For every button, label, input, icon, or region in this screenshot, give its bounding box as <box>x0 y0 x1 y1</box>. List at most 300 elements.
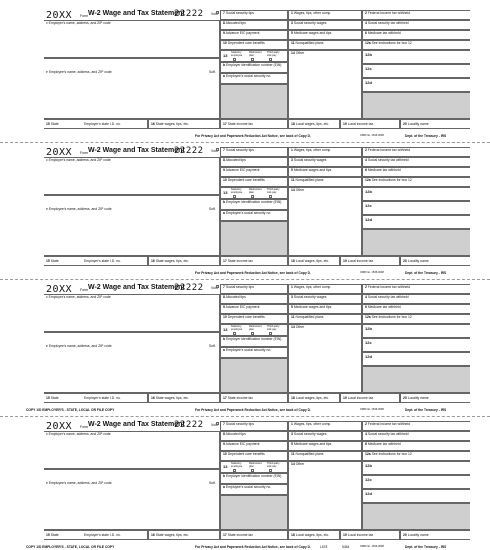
box-8-num: 8 <box>223 432 225 436</box>
box-16-num: 16 <box>151 533 155 537</box>
box-11-num: 11 <box>291 41 295 45</box>
box-8[interactable] <box>220 431 288 441</box>
box-12d[interactable] <box>362 352 470 366</box>
box-19[interactable] <box>340 393 400 403</box>
box-15-label: State <box>50 396 59 400</box>
box-20[interactable] <box>400 530 470 540</box>
box-9-label: Advance EIC payment <box>225 168 260 172</box>
shaded-area-right <box>362 229 470 256</box>
box-11[interactable] <box>288 40 362 50</box>
box-13-num: 13 <box>223 53 228 58</box>
box-5-num: 5 <box>291 168 293 172</box>
box-12d[interactable] <box>362 78 470 92</box>
shaded-area <box>220 221 288 256</box>
box-10[interactable] <box>220 314 288 324</box>
box-19-num: 19 <box>343 533 347 537</box>
box-2-num: 2 <box>365 422 367 426</box>
box-4[interactable] <box>362 431 470 441</box>
statutory-checkbox[interactable] <box>233 469 236 472</box>
box-4-label: Social security tax withheld <box>367 158 409 162</box>
box-17[interactable] <box>220 393 288 403</box>
box-12d[interactable] <box>362 215 470 229</box>
box-2-num: 2 <box>365 285 367 289</box>
box-10-num: 10 <box>223 452 227 456</box>
employee-name-box[interactable] <box>44 332 220 393</box>
box-12b-num: 12b <box>365 463 372 468</box>
box-1-label: Wages, tips, other comp. <box>293 285 332 289</box>
box-12a-num: 12a <box>365 41 371 45</box>
box-15[interactable] <box>44 393 148 403</box>
void-checkbox[interactable] <box>216 285 219 288</box>
box-12c[interactable] <box>362 64 470 78</box>
sickpay-checkbox[interactable] <box>269 332 272 335</box>
employer-name-box[interactable] <box>44 294 220 332</box>
box-2-num: 2 <box>365 11 367 15</box>
box-19-label: Local income tax <box>347 122 374 126</box>
box-20-label: Locality name <box>407 396 429 400</box>
box-4-num: 4 <box>365 158 367 162</box>
form-title: W-2 Wage and Tax Statement <box>88 147 185 154</box>
box-4[interactable] <box>362 157 470 167</box>
box-13[interactable] <box>220 324 288 336</box>
box-6[interactable] <box>362 30 470 40</box>
box-7-num: 7 <box>223 285 225 289</box>
box-6-label: Medicare tax withheld <box>367 305 401 309</box>
form-title: W-2 Wage and Tax Statement <box>88 10 185 17</box>
box-14-label: Other <box>295 462 305 466</box>
box-4[interactable] <box>362 20 470 30</box>
box-12a[interactable] <box>362 314 470 324</box>
box-15-num: 15 <box>46 122 50 126</box>
box-18[interactable] <box>288 393 340 403</box>
box-1[interactable] <box>288 10 362 20</box>
box-13[interactable] <box>220 461 288 473</box>
box-17-num: 17 <box>223 259 227 263</box>
box-7[interactable] <box>220 147 288 157</box>
box-3-num: 3 <box>291 432 293 436</box>
box-12c[interactable] <box>362 475 470 489</box>
box-a-ssn[interactable] <box>220 73 288 84</box>
box-17-label: State income tax <box>227 122 253 126</box>
box-1-num: 1 <box>291 285 293 289</box>
box-8[interactable] <box>220 157 288 167</box>
box-4-num: 4 <box>365 432 367 436</box>
box-7[interactable] <box>220 10 288 20</box>
box-3-label: Social security wages <box>293 21 327 25</box>
retirement-checkbox[interactable] <box>251 195 254 198</box>
box-1-label: Wages, tips, other comp. <box>293 148 332 152</box>
box-12a-num: 12a <box>365 178 371 182</box>
form-label: Form <box>80 151 89 155</box>
statutory-checkbox[interactable] <box>233 332 236 335</box>
void-label: Void <box>211 149 218 153</box>
sickpay-checkbox[interactable] <box>269 469 272 472</box>
box-a-ssn[interactable] <box>220 210 288 221</box>
void-checkbox[interactable] <box>216 422 219 425</box>
form-footer <box>20 134 470 139</box>
box-3[interactable] <box>288 157 362 167</box>
box-6-num: 6 <box>365 168 367 172</box>
box-13-retirement-label: Retirement plan <box>249 188 262 194</box>
box-3-num: 3 <box>291 295 293 299</box>
ssn-label: Employee's social security no. <box>225 485 272 489</box>
shaded-area-right <box>362 92 470 119</box>
box-20-num: 20 <box>403 533 407 537</box>
box-15-num: 15 <box>46 396 50 400</box>
box-14-label: Other <box>295 325 305 329</box>
ein-label: Employer identification number (EIN) <box>226 200 282 204</box>
box-15-label: State <box>50 122 59 126</box>
box-8-num: 8 <box>223 158 225 162</box>
box-7-label: Social security tips <box>225 422 254 426</box>
employer-name-label: c Employer's name, address, and ZIP code <box>46 158 111 162</box>
box-3[interactable] <box>288 20 362 30</box>
box-15[interactable] <box>44 256 148 266</box>
statutory-checkbox[interactable] <box>233 195 236 198</box>
box-6-label: Medicare tax withheld <box>367 442 401 446</box>
box-6[interactable] <box>362 441 470 451</box>
box-1-label: Wages, tips, other comp. <box>293 422 332 426</box>
box-a-ssn[interactable] <box>220 347 288 358</box>
box-12a-label: See instructions for box 12 <box>371 178 412 182</box>
box-4-label: Social security tax withheld <box>367 21 409 25</box>
box-2-label: Federal income tax withheld <box>367 148 411 152</box>
box-8-num: 8 <box>223 21 225 25</box>
box-10-num: 10 <box>223 178 227 182</box>
box-16[interactable] <box>148 530 220 540</box>
w2-form <box>20 145 470 275</box>
box-15[interactable] <box>44 119 148 129</box>
box-16-label: State wages, tips, etc. <box>155 396 189 400</box>
box-12b-num: 12b <box>365 52 372 57</box>
box-18[interactable] <box>288 530 340 540</box>
box-12d-num: 12d <box>365 491 372 496</box>
form-label: Form <box>80 425 89 429</box>
box-17-label: State income tax <box>227 259 253 263</box>
employee-name-box[interactable] <box>44 469 220 530</box>
box-12c[interactable] <box>362 338 470 352</box>
box-17[interactable] <box>220 530 288 540</box>
box-1[interactable] <box>288 147 362 157</box>
void-label: Void <box>211 12 218 16</box>
box-12b[interactable] <box>362 461 470 475</box>
retirement-checkbox[interactable] <box>251 469 254 472</box>
box-13-statutory-label: Statutory employee <box>231 462 243 468</box>
box-20[interactable] <box>400 119 470 129</box>
box-11[interactable] <box>288 451 362 461</box>
omb-number: OMB No. 1545-0008 <box>360 545 384 548</box>
box-13-statutory-label: Statutory employee <box>231 325 243 331</box>
box-20[interactable] <box>400 256 470 266</box>
box-2[interactable] <box>362 147 470 157</box>
employer-name-box[interactable] <box>44 157 220 195</box>
box-13[interactable] <box>220 187 288 199</box>
form-code: 22222 <box>174 146 204 156</box>
box-13-num: 13 <box>223 464 228 469</box>
employer-name-box[interactable] <box>44 431 220 469</box>
box-13-sickpay-label: Third-party sick pay <box>267 51 280 57</box>
box-2-label: Federal income tax withheld <box>367 422 411 426</box>
box-12b[interactable] <box>362 324 470 338</box>
box-5-label: Medicare wages and tips <box>293 442 332 446</box>
box-3-label: Social security wages <box>293 158 327 162</box>
box-14-num: 14 <box>291 51 295 55</box>
box-12a-num: 12a <box>365 315 371 319</box>
employer-name-box[interactable] <box>44 20 220 58</box>
box-12d-num: 12d <box>365 354 372 359</box>
box-8-num: 8 <box>223 295 225 299</box>
box-1[interactable] <box>288 421 362 431</box>
box-5[interactable] <box>288 30 362 40</box>
box-9-label: Advance EIC payment <box>225 442 260 446</box>
box-17[interactable] <box>220 256 288 266</box>
box-9[interactable] <box>220 441 288 451</box>
box-12c-num: 12c <box>365 340 372 345</box>
perforation-line <box>0 279 490 280</box>
box-12a[interactable] <box>362 451 470 461</box>
box-7[interactable] <box>220 284 288 294</box>
box-5[interactable] <box>288 304 362 314</box>
box-6[interactable] <box>362 167 470 177</box>
box-14[interactable] <box>288 461 362 530</box>
box-12c-num: 12c <box>365 477 372 482</box>
box-3-num: 3 <box>291 158 293 162</box>
perforation-line <box>0 142 490 143</box>
box-10-label: Dependent care benefits <box>227 452 265 456</box>
box-11-label: Nonqualified plans <box>295 452 324 456</box>
box-5-label: Medicare wages and tips <box>293 168 332 172</box>
box-13-sickpay-label: Third-party sick pay <box>267 462 280 468</box>
box-10-num: 10 <box>223 41 227 45</box>
box-1-num: 1 <box>291 422 293 426</box>
box-14[interactable] <box>288 50 362 119</box>
box-4-num: 4 <box>365 295 367 299</box>
box-15b-label: Employer's state I.D. no. <box>84 122 121 126</box>
box-19[interactable] <box>340 256 400 266</box>
box-12a-num: 12a <box>365 452 371 456</box>
box-14-num: 14 <box>291 188 295 192</box>
box-16[interactable] <box>148 119 220 129</box>
w2-form <box>20 419 470 549</box>
box-11[interactable] <box>288 314 362 324</box>
box-18[interactable] <box>288 256 340 266</box>
box-19-num: 19 <box>343 259 347 263</box>
box-16[interactable] <box>148 393 220 403</box>
void-checkbox[interactable] <box>216 148 219 151</box>
form-title: W-2 Wage and Tax Statement <box>88 421 185 428</box>
privacy-notice: For Privacy Act and Paperwork Reduction Act Notice, see back of Copy D. <box>195 545 311 549</box>
box-9-label: Advance EIC payment <box>225 305 260 309</box>
box-19-label: Local income tax <box>347 533 374 537</box>
treasury-dept: Dept. of the Treasury - IRS <box>405 271 447 275</box>
box-12b[interactable] <box>362 187 470 201</box>
box-6[interactable] <box>362 304 470 314</box>
form-label: Form <box>80 288 89 292</box>
box-13-statutory-label: Statutory employee <box>231 188 243 194</box>
employee-name-label: e Employee's name, address, and ZIP code <box>46 344 112 348</box>
box-15b-label: Employer's state I.D. no. <box>84 259 121 263</box>
box-17-label: State income tax <box>227 396 253 400</box>
box-2[interactable] <box>362 284 470 294</box>
box-18-label: Local wages, tips, etc. <box>295 396 330 400</box>
employee-name-box[interactable] <box>44 195 220 256</box>
box-20-num: 20 <box>403 122 407 126</box>
box-2-num: 2 <box>365 148 367 152</box>
box-19-num: 19 <box>343 396 347 400</box>
privacy-notice: For Privacy Act and Paperwork Reduction Act Notice, see back of Copy D. <box>195 271 311 275</box>
form-label: Form <box>80 14 89 18</box>
box-1-num: 1 <box>291 148 293 152</box>
box-18-label: Local wages, tips, etc. <box>295 533 330 537</box>
box-9[interactable] <box>220 30 288 40</box>
footer-code-left: L678 <box>320 545 328 549</box>
box-9[interactable] <box>220 304 288 314</box>
box-15-num: 15 <box>46 533 50 537</box>
box-2[interactable] <box>362 10 470 20</box>
box-13-retirement-label: Retirement plan <box>249 462 262 468</box>
retirement-checkbox[interactable] <box>251 58 254 61</box>
box-19[interactable] <box>340 530 400 540</box>
box-9-num: 9 <box>223 442 225 446</box>
box-9-label: Advance EIC payment <box>225 31 260 35</box>
box-4[interactable] <box>362 294 470 304</box>
box-12a[interactable] <box>362 177 470 187</box>
box-19[interactable] <box>340 119 400 129</box>
box-12d[interactable] <box>362 489 470 503</box>
box-5-num: 5 <box>291 305 293 309</box>
box-a-letter: a <box>223 485 225 489</box>
box-b-ein[interactable] <box>220 336 288 347</box>
box-10[interactable] <box>220 451 288 461</box>
box-7[interactable] <box>220 421 288 431</box>
box-18-num: 18 <box>291 259 295 263</box>
box-15b-label: Employer's state I.D. no. <box>84 533 121 537</box>
box-a-ssn[interactable] <box>220 484 288 495</box>
box-14-label: Other <box>295 188 305 192</box>
box-12c[interactable] <box>362 201 470 215</box>
box-16[interactable] <box>148 256 220 266</box>
box-16-num: 16 <box>151 259 155 263</box>
box-6-label: Medicare tax withheld <box>367 168 401 172</box>
box-18-num: 18 <box>291 122 295 126</box>
box-12a[interactable] <box>362 40 470 50</box>
box-14[interactable] <box>288 324 362 393</box>
box-13[interactable] <box>220 50 288 62</box>
box-9-num: 9 <box>223 31 225 35</box>
box-3-label: Social security wages <box>293 295 327 299</box>
box-b-ein[interactable] <box>220 199 288 210</box>
box-8[interactable] <box>220 20 288 30</box>
box-10[interactable] <box>220 40 288 50</box>
box-5-num: 5 <box>291 442 293 446</box>
box-10-label: Dependent care benefits <box>227 178 265 182</box>
box-9-num: 9 <box>223 305 225 309</box>
box-12a-label: See instructions for box 12 <box>371 315 412 319</box>
box-20-label: Locality name <box>407 533 429 537</box>
box-12b[interactable] <box>362 50 470 64</box>
box-a-letter: a <box>223 74 225 78</box>
box-a-letter: a <box>223 211 225 215</box>
box-11-num: 11 <box>291 315 295 319</box>
box-11[interactable] <box>288 177 362 187</box>
employee-name-label: e Employee's name, address, and ZIP code <box>46 70 112 74</box>
shaded-area <box>220 495 288 530</box>
box-17[interactable] <box>220 119 288 129</box>
box-10-label: Dependent care benefits <box>227 315 265 319</box>
box-9-num: 9 <box>223 168 225 172</box>
employer-name-label: c Employer's name, address, and ZIP code <box>46 295 111 299</box>
ein-label: Employer identification number (EIN) <box>226 474 282 478</box>
box-17-label: State income tax <box>227 533 253 537</box>
box-b-letter: b <box>223 474 226 478</box>
box-5[interactable] <box>288 167 362 177</box>
box-10[interactable] <box>220 177 288 187</box>
box-7-label: Social security tips <box>225 285 254 289</box>
shaded-area <box>220 84 288 119</box>
suffix-label: Suff. <box>209 207 216 211</box>
suffix-label: Suff. <box>209 70 216 74</box>
retirement-checkbox[interactable] <box>251 332 254 335</box>
box-6-label: Medicare tax withheld <box>367 31 401 35</box>
box-20[interactable] <box>400 393 470 403</box>
box-b-letter: b <box>223 63 226 67</box>
treasury-dept: Dept. of the Treasury - IRS <box>405 408 447 412</box>
form-year: 20XX <box>46 10 73 21</box>
form-code: 22222 <box>174 283 204 293</box>
box-1[interactable] <box>288 284 362 294</box>
box-3[interactable] <box>288 294 362 304</box>
box-8[interactable] <box>220 294 288 304</box>
box-7-num: 7 <box>223 422 225 426</box>
box-13-sickpay-label: Third-party sick pay <box>267 188 280 194</box>
box-14-label: Other <box>295 51 305 55</box>
box-11-num: 11 <box>291 178 295 182</box>
employee-name-box[interactable] <box>44 58 220 119</box>
box-8-label: Allocated tips <box>225 21 246 25</box>
box-b-ein[interactable] <box>220 473 288 484</box>
box-17-num: 17 <box>223 122 227 126</box>
sickpay-checkbox[interactable] <box>269 195 272 198</box>
box-b-ein[interactable] <box>220 62 288 73</box>
form-year: 20XX <box>46 147 73 158</box>
box-12d-num: 12d <box>365 217 372 222</box>
box-13-retirement-label: Retirement plan <box>249 325 262 331</box>
box-3[interactable] <box>288 431 362 441</box>
box-5[interactable] <box>288 441 362 451</box>
box-3-label: Social security wages <box>293 432 327 436</box>
sickpay-checkbox[interactable] <box>269 58 272 61</box>
privacy-notice: For Privacy Act and Paperwork Reduction Act Notice, see back of Copy D. <box>195 134 311 138</box>
box-15[interactable] <box>44 530 148 540</box>
employer-name-label: c Employer's name, address, and ZIP code <box>46 432 111 436</box>
box-17-num: 17 <box>223 396 227 400</box>
box-18[interactable] <box>288 119 340 129</box>
box-6-num: 6 <box>365 31 367 35</box>
box-5-label: Medicare wages and tips <box>293 31 332 35</box>
box-10-label: Dependent care benefits <box>227 41 265 45</box>
box-14[interactable] <box>288 187 362 256</box>
box-2-label: Federal income tax withheld <box>367 285 411 289</box>
statutory-checkbox[interactable] <box>233 58 236 61</box>
box-14-num: 14 <box>291 462 295 466</box>
box-9[interactable] <box>220 167 288 177</box>
box-2[interactable] <box>362 421 470 431</box>
omb-number: OMB No. 1545-0008 <box>360 408 384 411</box>
box-20-label: Locality name <box>407 259 429 263</box>
box-4-label: Social security tax withheld <box>367 295 409 299</box>
form-title: W-2 Wage and Tax Statement <box>88 284 185 291</box>
void-checkbox[interactable] <box>216 11 219 14</box>
